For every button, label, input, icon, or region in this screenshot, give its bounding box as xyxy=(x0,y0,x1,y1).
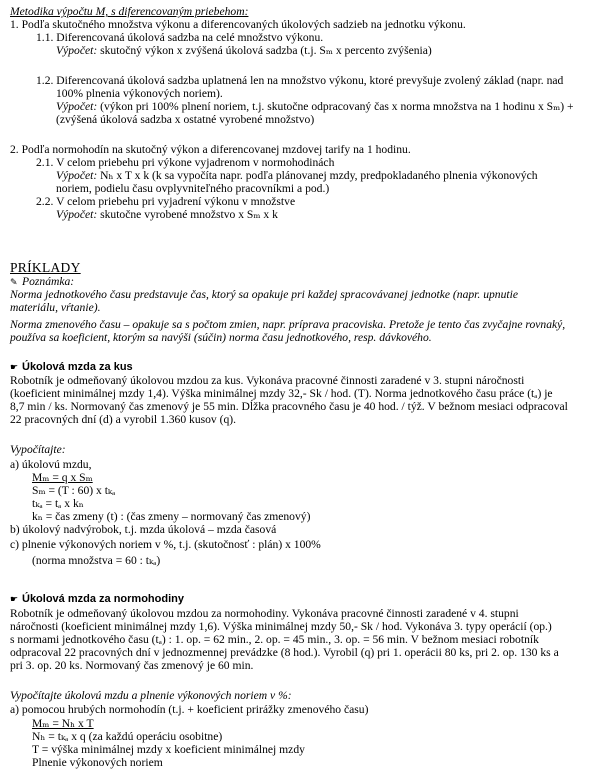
calc-label: Výpočet: xyxy=(56,208,98,221)
method-item-2: 2. Podľa normohodín na skutočný výkon a diferencovanej mzdovej tarify na 1 hodinu. xyxy=(10,143,411,156)
paragraph-line: Robotník je odmeňovaný úkolovou mzdou za kus. Vykonáva pracovné činnosti zaradené v 3. stupni náročnosti xyxy=(10,374,525,387)
paragraph-line: s normami jednotkového času (tₐ) : 1. op. = 62 min., 2. op. = 45 min., 3. op. = 56 min. V bežnom mesiaci robotník xyxy=(10,633,539,646)
task-item-a: a) pomocou hrubých normohodín (t.j. + koeficient prirážky zmenového času) xyxy=(10,703,369,716)
section-heading-label: Úkolová mzda za normohodiny xyxy=(22,593,184,605)
examples-heading: PRÍKLADY xyxy=(10,260,81,275)
calc-line-cont: (zvýšená úkolová sadzba x ostatné vyrobené množstvo) xyxy=(56,113,315,126)
calc-text: Nₕ x T x k (k sa vypočíta napr. podľa plánovanej mzdy, predpokladaného plnenia výkonových xyxy=(97,169,538,182)
note-text: Norma zmenového času – opakuje sa s počtom zmien, napr. príprava pracoviska. Pretože je tento čas zvyčajne rovnaký, xyxy=(10,318,566,331)
hand-pointer-icon: ☛ xyxy=(10,363,19,373)
task-heading: Vypočítajte: xyxy=(10,443,66,456)
paragraph-line: Robotník je odmeňovaný úkolovou mzdou za normohodiny. Vykonáva pracovné činnosti zaradené v 4. stupni xyxy=(10,607,519,620)
section-heading-standard-hours xyxy=(10,593,184,607)
calc-label: Výpočet: xyxy=(56,44,98,57)
paragraph-line: (koeficient minimálnej mzdy 1,4). Výška minimálnej mzdy 32,- Sk / hod. (T). Norma jednotkového času práce (tₐ) je xyxy=(10,387,553,400)
paragraph-line: 8,7 min / ks. Normovaný čas zmenový je 55 min. Dĺžka pracovného času je 40 hod. / týž. V bežnom mesiaci odpracoval xyxy=(10,400,568,413)
pencil-icon: ✎ xyxy=(10,278,18,288)
method-item-1-2-cont: 100% plnenia výkonových noriem). xyxy=(56,87,223,100)
calc-line xyxy=(56,169,538,182)
calc-text: skutočne vyrobené množstvo x Sₘ x k xyxy=(97,208,278,221)
formula: T = výška minimálnej mzdy x koeficient minimálnej mzdy xyxy=(32,743,305,756)
paragraph-line: náročnosti (koeficient minimálnej mzdy 1,6). Výška minimálnej mzdy 50,- Sk / hod. Vykonáva 3. typy operácií (op.) xyxy=(10,620,552,633)
formula: Mₘ = Nₕ x T xyxy=(32,717,94,730)
formula: Nₕ = tₖₐ x q (za každú operáciu osobitne) xyxy=(32,730,223,743)
paragraph-line: 22 pracovných dní (d) a vyrobil 1.360 kusov (q). xyxy=(10,413,237,426)
formula: Sₘ = (T : 60) x tₖₐ xyxy=(32,484,116,497)
paragraph-line: pri 3. op. 20 ks. Normovaný čas zmenový je 60 min. xyxy=(10,659,254,672)
task-item-a: a) úkolovú mzdu, xyxy=(10,458,92,471)
method-item-1-2: 1.2. Diferencovaná úkolová sadzba uplatnená len na množstvo výkonu, ktoré prevyšuje zvolený základ (napr. nad xyxy=(36,74,564,87)
method-item-2-2: 2.2. V celom priebehu pri vyjadrení výkonu v množstve xyxy=(36,195,296,208)
formula: Mₘ = q x Sₘ xyxy=(32,471,93,484)
method-item-1: 1. Podľa skutočného množstva výkonu a diferencovaných úkolových sadzieb na jednotku výkonu. xyxy=(10,18,466,31)
method-item-2-1: 2.1. V celom priebehu pri výkone vyjadrenom v normohodinách xyxy=(36,156,335,169)
note-text: Norma jednotkového času predstavuje čas, ktorý sa opakuje pri každej spracovávanej jednotke (napr. upnutie xyxy=(10,288,518,301)
calc-label: Výpočet: xyxy=(56,169,98,182)
paragraph-line: odpracoval 22 pracovných dní v jednozmennej prevádzke (8 hod.). Vyrobil (q) pri 1. operácii 80 ks, pri 2. op. 130 ks a xyxy=(10,646,559,659)
method-item-1-1: 1.1. Diferencovaná úkolová sadzba na celé množstvo výkonu. xyxy=(36,31,324,44)
formula: (norma množstva = 60 : tₖₐ) xyxy=(32,554,161,567)
note-text: materiálu, vŕtanie). xyxy=(10,301,101,314)
section-heading-label: Úkolová mzda za kus xyxy=(22,361,133,373)
calc-line xyxy=(56,100,574,113)
calc-label: Výpočet: xyxy=(56,100,98,113)
calc-text: (výkon pri 100% plnení noriem, t.j. skutočne odpracovaný čas x norma množstva na 1 hodinu x Sₘ) + xyxy=(97,100,574,113)
calc-line xyxy=(56,44,432,57)
section-heading-piece-wage xyxy=(10,361,133,375)
hand-pointer-icon: ☛ xyxy=(10,595,19,605)
calc-line-cont: noriem, podielu času ovplyvniteľného pracovníkmi a pod.) xyxy=(56,182,330,195)
formula: Plnenie výkonových noriem xyxy=(32,756,163,769)
task-item-b: b) úkolový nadvýrobok, t.j. mzda úkolová – mzda časová xyxy=(10,523,277,536)
task-heading: Vypočítajte úkolovú mzdu a plnenie výkonových noriem v %: xyxy=(10,689,292,702)
calc-line xyxy=(56,208,278,221)
formula: tₖₐ = tₐ x kₙ xyxy=(32,497,84,510)
method-title: Metodika výpočtu M, s diferencovaným priebehom: xyxy=(10,5,249,18)
note-label: Poznámka: xyxy=(22,275,75,288)
calc-text: skutočný výkon x zvýšená úkolová sadzba (t.j. Sₘ x percento zvýšenia) xyxy=(97,44,432,57)
formula: kₙ = čas zmeny (t) : (čas zmeny – normovaný čas zmenový) xyxy=(32,510,311,523)
task-item-c: c) plnenie výkonových noriem v %, t.j. (skutočnosť : plán) x 100% xyxy=(10,538,321,551)
note-text: používa sa koeficient, ktorým sa navýši (súčin) norma času jednotkového, resp. dávkového. xyxy=(10,331,432,344)
